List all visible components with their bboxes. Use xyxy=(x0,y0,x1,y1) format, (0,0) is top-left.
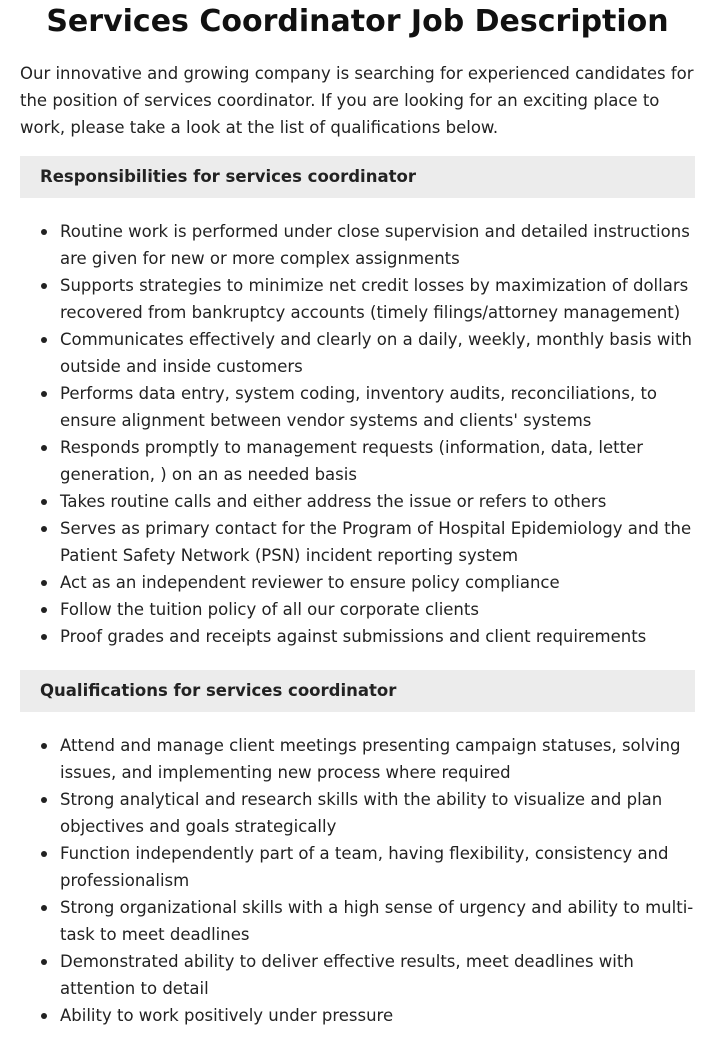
list-item: Responds promptly to management requests (information, data, letter generation, ) on an as needed basis xyxy=(60,434,695,488)
list-item: Strong organizational skills with a high sense of urgency and ability to multi-task to meet deadlines xyxy=(60,894,695,948)
list-item: Serves as primary contact for the Program of Hospital Epidemiology and the Patient Safety Network (PSN) incident reporting system xyxy=(60,515,695,569)
qualifications-list xyxy=(20,732,695,1029)
list-item: Follow the tuition policy of all our corporate clients xyxy=(60,596,695,623)
list-item: Proof grades and receipts against submissions and client requirements xyxy=(60,623,695,650)
list-item: Act as an independent reviewer to ensure policy compliance xyxy=(60,569,695,596)
intro-paragraph: Our innovative and growing company is searching for experienced candidates for the position of services coordinator. If you are looking for an exciting place to work, please take a look at the list of qualifications below. xyxy=(20,64,694,137)
list-item: Communicates effectively and clearly on a daily, weekly, monthly basis with outside and inside customers xyxy=(60,326,695,380)
list-item: Demonstrated ability to deliver effective results, meet deadlines with attention to detail xyxy=(60,948,695,1002)
responsibilities-heading: Responsibilities for services coordinator xyxy=(20,156,695,198)
list-item: Strong analytical and research skills with the ability to visualize and plan objectives and goals strategically xyxy=(60,786,695,840)
qualifications-heading: Qualifications for services coordinator xyxy=(20,670,695,712)
list-item: Routine work is performed under close supervision and detailed instructions are given for new or more complex assignments xyxy=(60,218,695,272)
page-title: Services Coordinator Job Description xyxy=(46,4,669,39)
responsibilities-list xyxy=(20,218,695,650)
list-item: Ability to work positively under pressure xyxy=(60,1002,695,1029)
list-item: Performs data entry, system coding, inventory audits, reconciliations, to ensure alignment between vendor systems and clients' systems xyxy=(60,380,695,434)
list-item: Attend and manage client meetings presenting campaign statuses, solving issues, and implementing new process where required xyxy=(60,732,695,786)
list-item: Takes routine calls and either address the issue or refers to others xyxy=(60,488,695,515)
list-item: Function independently part of a team, having flexibility, consistency and professionalism xyxy=(60,840,695,894)
list-item: Supports strategies to minimize net credit losses by maximization of dollars recovered from bankruptcy accounts (timely filings/attorney management) xyxy=(60,272,695,326)
